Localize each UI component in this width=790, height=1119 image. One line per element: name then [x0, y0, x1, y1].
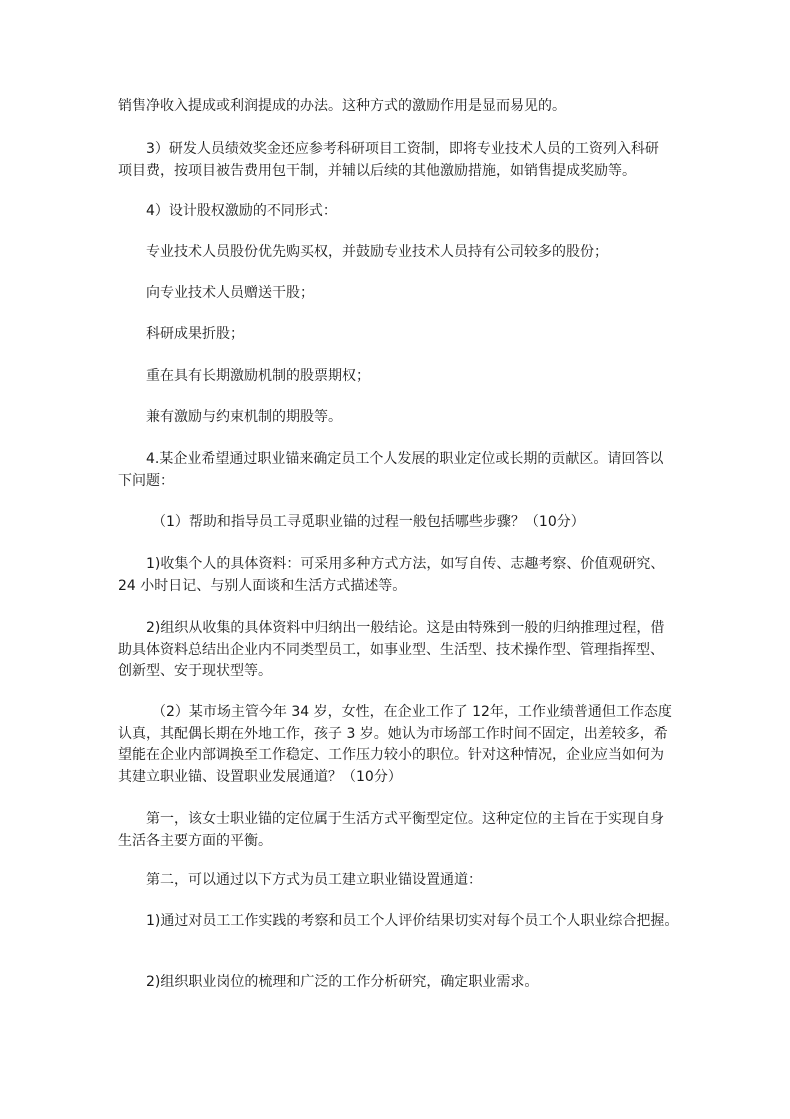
- text-line: 望能在企业内部调换至工作稳定、工作压力较小的职位。针对这种情况，企业应当如何为: [118, 747, 664, 763]
- paragraph: [118, 242, 678, 264]
- text-line: （2）某市场主管今年 34 岁，女性，在企业工作了 12年，工作业绩普通但工作态度: [152, 704, 672, 720]
- text-line: 第一，该女士职业锚的定位属于生活方式平衡型定位。这种定位的主旨在于实现自身: [146, 811, 664, 827]
- text-line: 专业技术人员股份优先购买权，并鼓励专业技术人员持有公司较多的股份；: [146, 244, 608, 260]
- text-line: 认真，其配偶长期在外地工作，孩子 3 岁。她认为市场部工作时间不固定，出差较多，希: [118, 725, 668, 742]
- paragraph: [118, 283, 678, 305]
- paragraph: [118, 407, 678, 429]
- paragraph: [118, 366, 678, 388]
- text-line: 兼有激励与约束机制的期股等。: [146, 409, 342, 425]
- text-line: 向专业技术人员赠送干股；: [146, 285, 314, 301]
- paragraph: [118, 870, 678, 892]
- text-line: 助具体资料总结出企业内不同类型员工，如事业型、生活型、技术操作型、管理指挥型、: [118, 641, 664, 658]
- paragraph: [118, 911, 678, 933]
- text-line: 创新型、安于现状型等。: [118, 663, 272, 679]
- text-line: 重在具有长期激励机制的股票期权；: [146, 368, 370, 384]
- paragraph: [118, 139, 678, 182]
- text-line: 生活各主要方面的平衡。: [118, 832, 272, 849]
- paragraph: [118, 201, 678, 223]
- paragraph: [118, 972, 678, 994]
- sub-question: [118, 512, 678, 534]
- text-line: 4.某企业希望通过职业锚来确定员工个人发展的职业定位或长期的贡献区。请回答以: [146, 451, 664, 467]
- text-line: 1)收集个人的具体资料：可采用多种方式方法，如写自传、志趣考察、价值观研究、: [146, 556, 665, 572]
- text-line: 2)组织职业岗位的梳理和广泛的工作分析研究，确定职业需求。: [146, 974, 539, 990]
- paragraph: [118, 809, 678, 852]
- sub-question: [118, 702, 678, 788]
- text-line: 项目费，按项目被告费用包干制，并辅以后续的其他激励措施，如销售提成奖励等。: [118, 162, 636, 179]
- question-heading: [118, 449, 678, 492]
- paragraph: [118, 324, 678, 346]
- text-line: 下问题：: [118, 472, 174, 489]
- text-line: 2)组织从收集的具体资料中归纳出一般结论。这是由特殊到一般的归纳推理过程，借: [146, 620, 665, 636]
- text-line: 4）设计股权激励的不同形式：: [146, 203, 337, 219]
- paragraph: [118, 618, 678, 683]
- text-line: 3）研发人员绩效奖金还应参考科研项目工资制，即将专业技术人员的工资列入科研: [146, 141, 659, 157]
- paragraph: [118, 96, 678, 118]
- text-line: 科研成果折股；: [146, 326, 244, 342]
- text-line: 第二，可以通过以下方式为员工建立职业锚设置通道：: [146, 872, 482, 888]
- paragraph: [118, 554, 678, 597]
- text-line: （1）帮助和指导员工寻觅职业锚的过程一般包括哪些步骤？（10分）: [152, 514, 585, 530]
- text-line: 销售净收入提成或利润提成的办法。这种方式的激励作用是显而易见的。: [118, 98, 566, 114]
- text-line: 24 小时日记、与别人面谈和生活方式描述等。: [118, 577, 407, 594]
- text-line: 其建立职业锚、设置职业发展通道？（10分）: [118, 768, 402, 785]
- text-line: 1)通过对员工工作实践的考察和员工个人评价结果切实对每个员工个人职业综合把握。: [146, 913, 679, 929]
